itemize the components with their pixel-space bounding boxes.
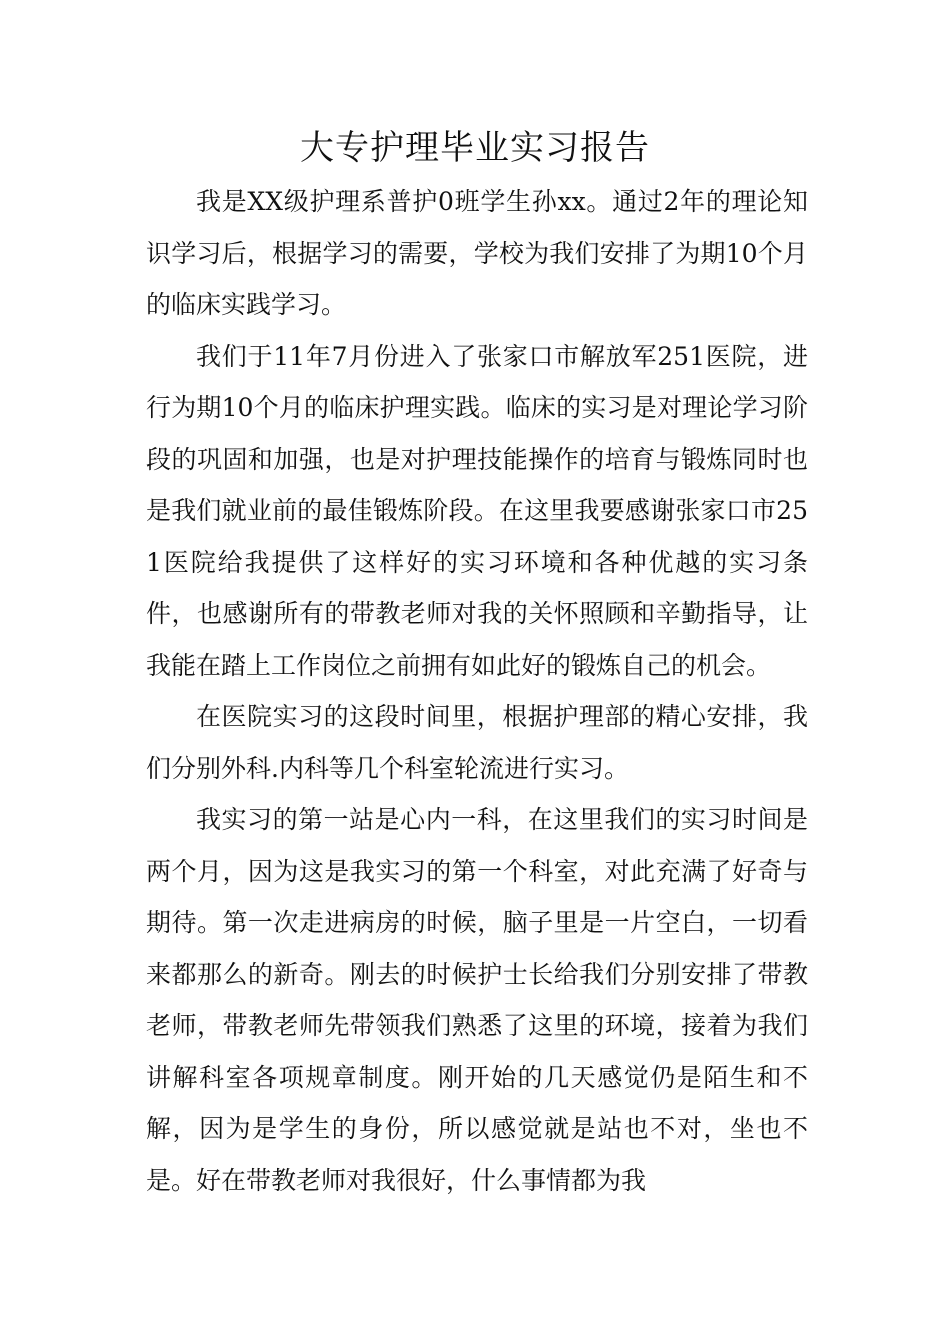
paragraph-2: 我们于11年7月份进入了张家口市解放军251医院，进行为期10个月的临床护理实践。临床的实习是对理论学习阶段的巩固和加强，也是对护理技能操作的培育与锻炼同时也是我们就业前的最佳锻炼阶段。在这里我要感谢张家口市251医院给我提供了这样好的实习环境和各种优越的实习条件，也感谢所有的带教老师对我的关怀照顾和辛勤指导，让我能在踏上工作岗位之前拥有如此好的锻炼自己的机会。 xyxy=(146,341,808,680)
paragraph-3: 在医院实习的这段时间里，根据护理部的精心安排，我们分别外科.内科等几个科室轮流进行实习。 xyxy=(146,702,808,783)
document-body xyxy=(146,176,808,1206)
paragraph-1: 我是XX级护理系普护0班学生孙xx。通过2年的理论知识学习后，根据学习的需要，学校为我们安排了为期10个月的临床实践学习。 xyxy=(146,187,808,319)
paragraph-4: 我实习的第一站是心内一科，在这里我们的实习时间是两个月，因为这是我实习的第一个科室，对此充满了好奇与期待。第一次走进病房的时候，脑子里是一片空白，一切看来都那么的新奇。刚去的时候护士长给我们分别安排了带教老师，带教老师先带领我们熟悉了这里的环境，接着为我们讲解科室各项规章制度。刚开始的几天感觉仍是陌生和不解，因为是学生的身份，所以感觉就是站也不对，坐也不是。好在带教老师对我很好，什么事情都为我 xyxy=(146,805,808,1195)
document-title: 大专护理毕业实习报告 xyxy=(300,128,650,168)
